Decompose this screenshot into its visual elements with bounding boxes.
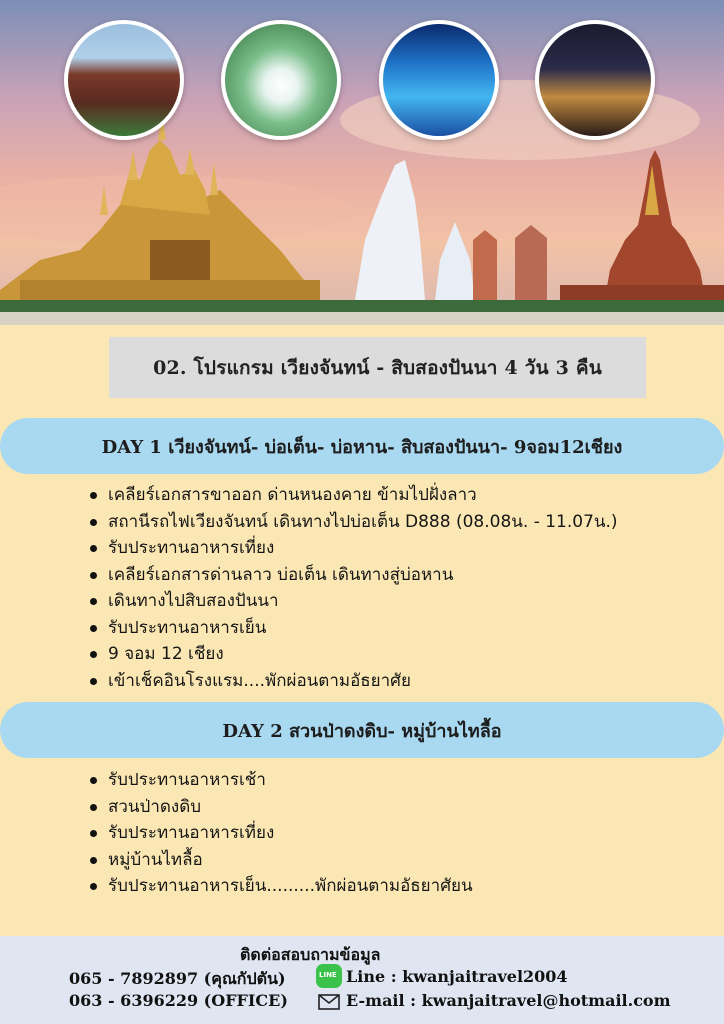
list-item: เข้าเช็คอินโรงแรม....พักผ่อนตามอัธยาศัย bbox=[90, 668, 618, 695]
photo-underwater-show bbox=[379, 20, 499, 140]
list-item: เคลียร์เอกสารด่านลาว บ่อเต็น เดินทางสู่บ่อหาน bbox=[90, 562, 618, 589]
day-1-heading: DAY 1 เวียงจันทน์- บ่อเต็น- บ่อหาน- สิบสองปันนา- 9จอม12เชียง bbox=[101, 436, 623, 458]
phone-captain[interactable]: 065 - 7892897 (คุณกัปตัน) bbox=[69, 969, 286, 988]
program-title-box bbox=[109, 337, 646, 398]
photo-stage-performance bbox=[535, 20, 655, 140]
program-title: 02. โปรแกรม เวียงจันทน์ - สิบสองปันนา 4 วัน 3 คืน bbox=[153, 356, 602, 379]
list-item: รับประทานอาหารเย็น.........พักผ่อนตามอัธยาศัยน bbox=[90, 873, 473, 900]
day-2-heading-bar bbox=[0, 702, 724, 758]
hero-banner bbox=[0, 0, 724, 325]
list-item: หมู่บ้านไทลื้อ bbox=[90, 847, 473, 874]
list-item: สถานีรถไฟเวียงจันทน์ เดินทางไปบ่อเต็น D888 (08.08น. - 11.07น.) bbox=[90, 509, 618, 536]
list-item: รับประทานอาหารเย็น bbox=[90, 615, 618, 642]
line-app-icon bbox=[316, 964, 342, 988]
list-item: เดินทางไปสิบสองปันนา bbox=[90, 588, 618, 615]
list-item: รับประทานอาหารเช้า bbox=[90, 767, 473, 794]
list-item: รับประทานอาหารเที่ยง bbox=[90, 820, 473, 847]
day-1-itinerary-list bbox=[90, 482, 618, 694]
phone-office[interactable]: 063 - 6396229 (OFFICE) bbox=[69, 991, 288, 1010]
envelope-icon bbox=[318, 994, 340, 1010]
day-2-itinerary-list bbox=[90, 767, 473, 900]
contact-heading: ติดต่อสอบถามข้อมูล bbox=[240, 945, 381, 964]
list-item: สวนป่าดงดิบ bbox=[90, 794, 473, 821]
day-2-heading: DAY 2 สวนป่าดงดิบ- หมู่บ้านไทลื้อ bbox=[222, 720, 502, 742]
list-item: รับประทานอาหารเที่ยง bbox=[90, 535, 618, 562]
list-item: 9 จอม 12 เชียง bbox=[90, 641, 618, 668]
photo-peacock-fountain bbox=[221, 20, 341, 140]
photo-traditional-house bbox=[64, 20, 184, 140]
email-address[interactable]: E-mail : kwanjaitravel@hotmail.com bbox=[346, 991, 671, 1010]
list-item: เคลียร์เอกสารขาออก ด่านหนองคาย ข้ามไปฝั่งลาว bbox=[90, 482, 618, 509]
day-1-heading-bar bbox=[0, 418, 724, 474]
line-id[interactable]: Line : kwanjaitravel2004 bbox=[346, 967, 568, 986]
